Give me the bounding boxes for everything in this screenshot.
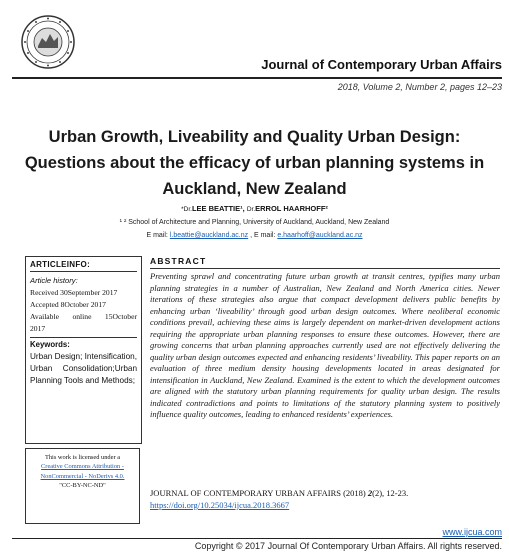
- author-separator: ,: [242, 204, 247, 213]
- article-info-box: [25, 256, 142, 444]
- abstract-heading: ABSTRACT: [150, 256, 500, 269]
- citation-pages: (2), 12-23.: [372, 488, 409, 498]
- citation-volume: 2: [367, 488, 373, 498]
- accepted-date: Accepted 8October 2017: [30, 300, 106, 309]
- issue-info: 2018, Volume 2, Number 2, pages 12–23: [337, 82, 502, 92]
- copyright: Copyright © 2017 Journal Of Contemporary Urban Affairs. All rights reserved.: [194, 541, 502, 551]
- online-date: [30, 311, 137, 323]
- email-line: [0, 232, 509, 239]
- footer-rule: [12, 538, 502, 539]
- journal-seal-icon: [20, 14, 76, 70]
- keywords-list: Urban Design; Intensification, Urban Consolidation;Urban Planning Tools and Methods;: [30, 352, 137, 385]
- email-link-1[interactable]: l.beattie@auckland.ac.nz: [169, 232, 249, 239]
- article-title: Urban Growth, Liveability and Quality Urban Design: Questions about the efficacy of urban planning systems in Auckland, New Zealand: [24, 128, 485, 198]
- header-rule: [12, 77, 502, 79]
- journal-name: Journal of Contemporary Urban Affairs: [261, 57, 502, 72]
- article-info-heading: ARTICLEINFO:: [30, 257, 137, 272]
- keywords-label: Keywords:: [30, 337, 137, 351]
- email-label-1: E mail:: [146, 232, 170, 239]
- license-box: [25, 448, 140, 524]
- history-label: Article history:: [30, 276, 78, 285]
- citation-journal: JOURNAL OF CONTEMPORARY URBAN AFFAIRS (2018): [150, 488, 368, 498]
- online-word-1: Available: [30, 312, 59, 321]
- citation: [150, 488, 500, 500]
- online-word-2: online: [72, 312, 92, 321]
- author1-name: LEE BEATTIE¹: [191, 204, 243, 213]
- email-label-2: , E mail:: [248, 232, 278, 239]
- author2-name: ERROL HAARHOFF²: [255, 204, 328, 213]
- website-link[interactable]: www.ijcua.com: [442, 527, 502, 537]
- author2-prefix: Dr.: [246, 206, 256, 213]
- license-link[interactable]: Creative Commons Attribution - NonCommercial - NoDerivs 4.0.: [40, 463, 125, 480]
- received-date: Received 30September 2017: [30, 288, 118, 297]
- abstract-text: Preventing sprawl and concentrating future urban growth at transit centres, typifies many urban planning strategies in a number of Australian, New Zealand and North America cities. Newer iterations of these strategies also argue that compact development delivers public benefits by enhancing urban ‘liveability’ through good urban design outcomes. Where neoliberal economic conditions prevail, achieving these aims is largely dependent on market-driven development actions requiring the appropriate urban planning responses to ensure these outcomes. However, there are growing concerns that urban planning approaches currently used are not effectively delivering the quality urban design outcomes expected and enhancing residents’ liveability. This paper reports on an evaluation of three medium density housing developments located in areas designated for intensification in Auckland, New Zealand. Examined is the extent to which the development outcomes are aligned with the statutory urban planning requirements for quality urban design. The results indicated contradictions and points to limitations of the statutory planning system to positively influence quality outcomes, leading to enhanced residents’ experiences.: [150, 271, 500, 419]
- email-link-2[interactable]: e.haarhoff@auckland.ac.nz: [277, 232, 363, 239]
- author-line: [0, 204, 509, 213]
- doi-link[interactable]: https://doi.org/10.25034/ijcua.2018.3667: [150, 500, 290, 510]
- online-word-3: 15October: [104, 312, 137, 321]
- online-year: 2017: [30, 324, 46, 333]
- license-text: This work is licensed under a: [44, 454, 121, 461]
- license-code: "CC-BY-NC-ND": [59, 482, 106, 490]
- affiliation: ¹ ² School of Architecture and Planning, University of Auckland, Auckland, New Zealand: [119, 219, 390, 226]
- author1-prefix: *Dr.: [181, 206, 192, 213]
